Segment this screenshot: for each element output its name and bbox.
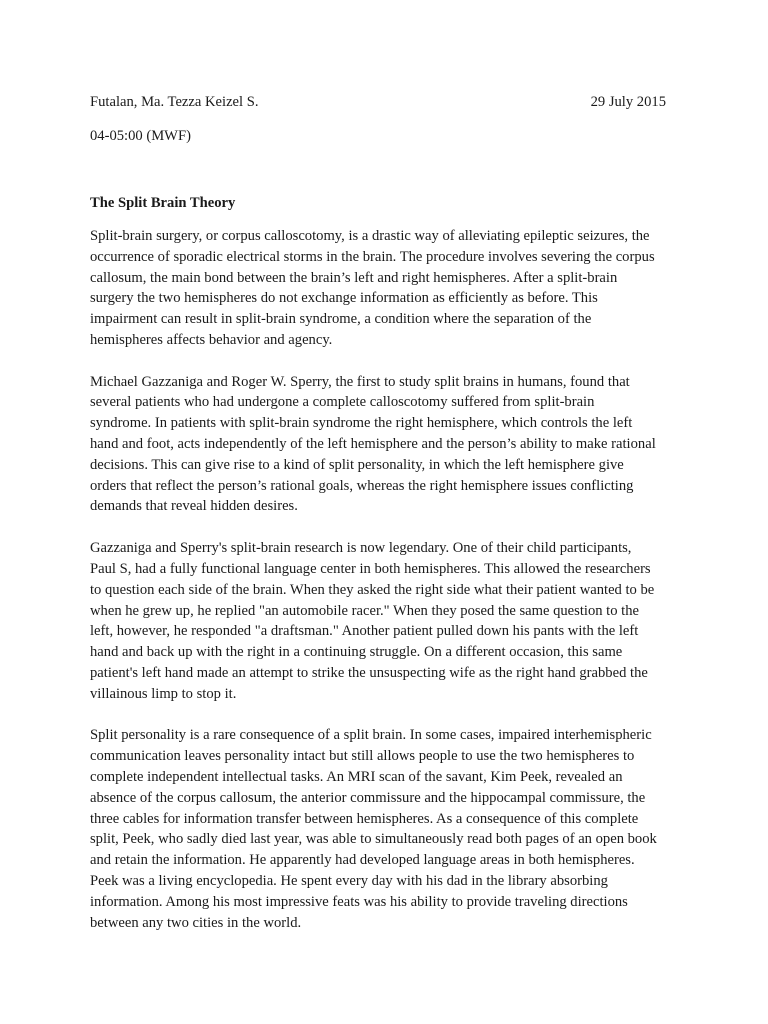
- text-line: villainous limp to stop it.: [90, 685, 237, 702]
- text-line: hemispheres affects behavior and agency.: [90, 331, 333, 348]
- text-line: communication leaves personality intact but still allows people to use the two hemispheres to: [90, 748, 635, 765]
- text-line: split, Peek, who sadly died last year, was able to simultaneously read both pages of an open book: [90, 831, 657, 848]
- text-line: Peek was a living encyclopedia. He spent every day with his dad in the library absorbing: [90, 872, 608, 889]
- author-name: Futalan, Ma. Tezza Keizel S.: [90, 94, 259, 110]
- class-schedule: 04-05:00 (MWF): [90, 128, 191, 144]
- paragraph: [90, 538, 676, 704]
- text-line: hand and back up with the right in a continuing struggle. On a different occasion, this same: [90, 644, 623, 661]
- text-line: absence of the corpus callosum, the anterior commissure and the hippocampal commissure, the: [90, 789, 646, 806]
- document-title: The Split Brain Theory: [90, 195, 236, 211]
- text-line: demands that reveal hidden desires.: [90, 498, 298, 515]
- paragraph: [90, 226, 676, 351]
- text-line: to question each side of the brain. When they asked the right side what their patient wanted to be: [90, 581, 655, 598]
- text-line: orders that reflect the person’s rational goals, whereas the right hemisphere issues conflicting: [90, 477, 634, 494]
- text-line: decisions. This can give rise to a kind of split personality, in which the left hemisphere give: [90, 456, 624, 473]
- document-date: 29 July 2015: [590, 94, 666, 110]
- text-line: between any two cities in the world.: [90, 914, 302, 931]
- text-line: Michael Gazzaniga and Roger W. Sperry, the first to study split brains in humans, found that: [90, 373, 630, 390]
- paragraph: [90, 372, 676, 518]
- text-line: patient's left hand made an attempt to strike the unsuspecting wife as the right hand grabbed the: [90, 664, 648, 681]
- text-line: complete independent intellectual tasks. An MRI scan of the savant, Kim Peek, revealed an: [90, 769, 623, 785]
- document-body: [90, 226, 676, 954]
- paragraph: [90, 725, 676, 933]
- text-line: syndrome. In patients with split-brain syndrome the right hemisphere, which controls the left: [90, 415, 633, 432]
- text-line: hand and foot, acts independently of the left hemisphere and the person’s ability to make rational: [90, 436, 656, 453]
- text-line: information. Among his most impressive feats was his ability to provide traveling directions: [90, 893, 628, 910]
- text-line: several patients who had undergone a complete calloscotomy suffered from split-brain: [90, 394, 595, 411]
- text-line: Split-brain surgery, or corpus calloscotomy, is a drastic way of alleviating epileptic seizures, the: [90, 228, 650, 244]
- text-line: three cables for information transfer between hemispheres. As a consequence of this complete: [90, 810, 639, 827]
- text-line: Paul S, had a fully functional language center in both hemispheres. This allowed the researchers: [90, 560, 651, 577]
- text-line: Gazzaniga and Sperry's split-brain research is now legendary. One of their child participants,: [90, 540, 632, 557]
- text-line: Split personality is a rare consequence of a split brain. In some cases, impaired interhemispheric: [90, 727, 652, 744]
- text-line: callosum, the main bond between the brain’s left and right hemispheres. After a split-brain: [90, 269, 618, 286]
- header-row: [90, 92, 666, 113]
- text-line: left, however, he responded "a draftsman." Another patient pulled down his pants with the left: [90, 623, 639, 640]
- text-line: impairment can result in split-brain syndrome, a condition where the separation of the: [90, 311, 592, 328]
- text-line: surgery the two hemispheres do not exchange information as efficiently as before. This: [90, 290, 598, 307]
- text-line: when he grew up, he replied "an automobile racer." When they posed the same question to the: [90, 602, 640, 619]
- text-line: occurrence of sporadic electrical storms in the brain. The procedure involves severing the corpus: [90, 248, 655, 265]
- text-line: and retain the information. He apparently had developed language areas in both hemispheres.: [90, 852, 635, 869]
